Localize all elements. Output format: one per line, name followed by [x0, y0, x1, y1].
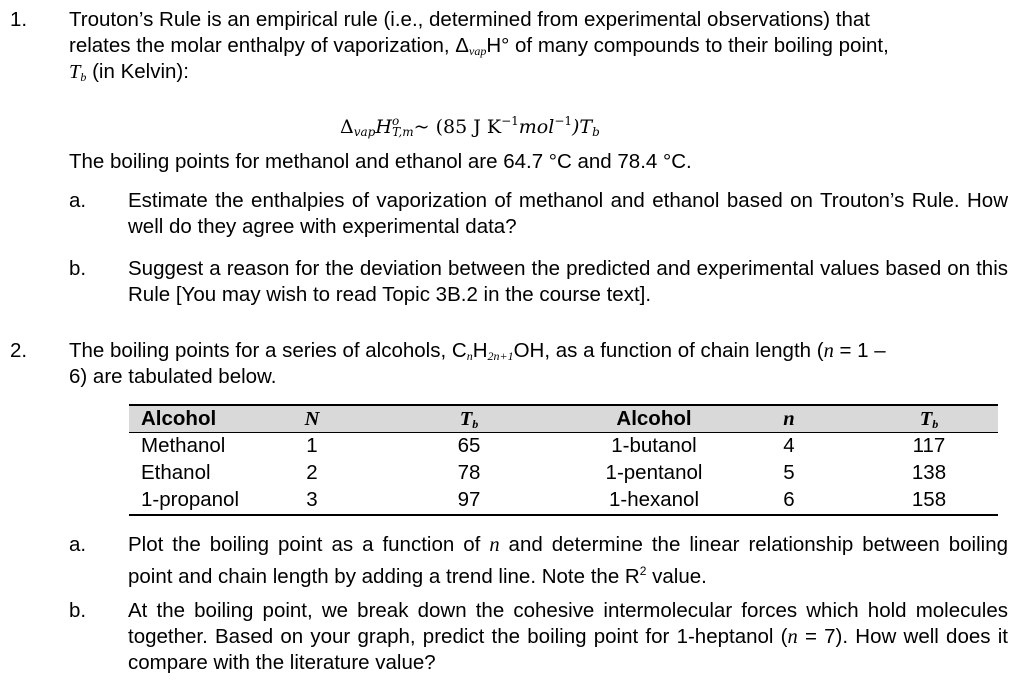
- q1-intro-line3: $T_b$ (in Kelvin):: [69, 60, 189, 84]
- q1-part-b-text: Suggest a reason for the deviation between the predicted and experimental values based on this Rule [You may wish to read Topic 3B.2 in the course text].: [128, 257, 1008, 306]
- q1-part-b-letter: b.: [69, 257, 87, 280]
- q2-part-a-text: Plot the boiling point as a function of n and determine the linear relationship between boiling point and chain length by adding a trend line. Note the $R^2$ value.: [128, 533, 1009, 588]
- table-cell: 1: [306, 434, 318, 457]
- q1-boiling-points: The boiling points for methanol and ethanol are 64.7 °C and 78.4 °C.: [69, 150, 692, 173]
- q2-part-a-letter: a.: [69, 533, 87, 556]
- table-row: [129, 487, 998, 516]
- table-cell: 138: [911, 461, 947, 484]
- header-alcohol-1: Alcohol: [141, 407, 217, 430]
- table-row: [129, 460, 998, 487]
- table-cell: Methanol: [141, 434, 226, 457]
- q2-intro-line1: The boiling points for a series of alcohols, $C_nH_{2n+1}OH$, as a function of chain length (n = 1 –: [69, 339, 886, 363]
- header-tb-2: $T_b$: [919, 408, 939, 431]
- header-n-1: N: [304, 408, 320, 430]
- table-cell: 158: [911, 488, 947, 511]
- header-tb-1: $T_b$: [459, 408, 479, 431]
- header-n-2: n: [783, 408, 795, 430]
- table-cell: 117: [912, 434, 946, 457]
- table-cell: 97: [457, 488, 481, 511]
- table-cell: 65: [457, 434, 481, 457]
- table-row: [129, 433, 998, 460]
- table-cell: 3: [306, 488, 318, 511]
- table-cell: 1-pentanol: [605, 461, 703, 484]
- q2-part-b-letter: b.: [69, 599, 87, 622]
- alcohol-boiling-table: [129, 404, 998, 516]
- table-cell: 4: [783, 434, 795, 457]
- q1-part-a-text: Estimate the enthalpies of vaporization of methanol and ethanol based on Trouton’s Rule. How well do they agree with experimental data?: [128, 189, 1008, 238]
- table-cell: 78: [457, 461, 481, 484]
- table-cell: 1-propanol: [141, 488, 240, 511]
- table-cell: 1-butanol: [611, 434, 697, 457]
- table-cell: 1-hexanol: [608, 488, 700, 511]
- table-cell: 2: [306, 461, 318, 484]
- question-2-number: 2.: [10, 339, 28, 362]
- table-cell: 6: [783, 488, 795, 511]
- q1-part-a-letter: a.: [69, 189, 87, 212]
- q2-part-b-text: At the boiling point, we break down the cohesive intermolecular forces which hold molecules together. Based on your graph, predict the boiling point for 1-heptanol (n = 7). How well does it compare with the literature value?: [128, 599, 1008, 674]
- table-cell: Ethanol: [141, 461, 211, 484]
- trouton-equation: $\Delta_{vap}H^o_{T,m}\sim$ (85 J $K^{-1}mol^{-1})T_b$: [340, 114, 600, 139]
- table-header: [129, 404, 998, 433]
- table-cell: 5: [783, 461, 795, 484]
- question-1-number: 1.: [10, 8, 28, 31]
- q2-intro-line2: 6) are tabulated below.: [69, 365, 277, 388]
- q1-intro-line2: relates the molar enthalpy of vaporization, $\Delta_{vap}H^\circ$ of many compounds to their boiling point,: [69, 34, 889, 58]
- header-alcohol-2: Alcohol: [616, 407, 692, 430]
- q1-intro-line1: Trouton’s Rule is an empirical rule (i.e., determined from experimental observations) that: [69, 8, 870, 31]
